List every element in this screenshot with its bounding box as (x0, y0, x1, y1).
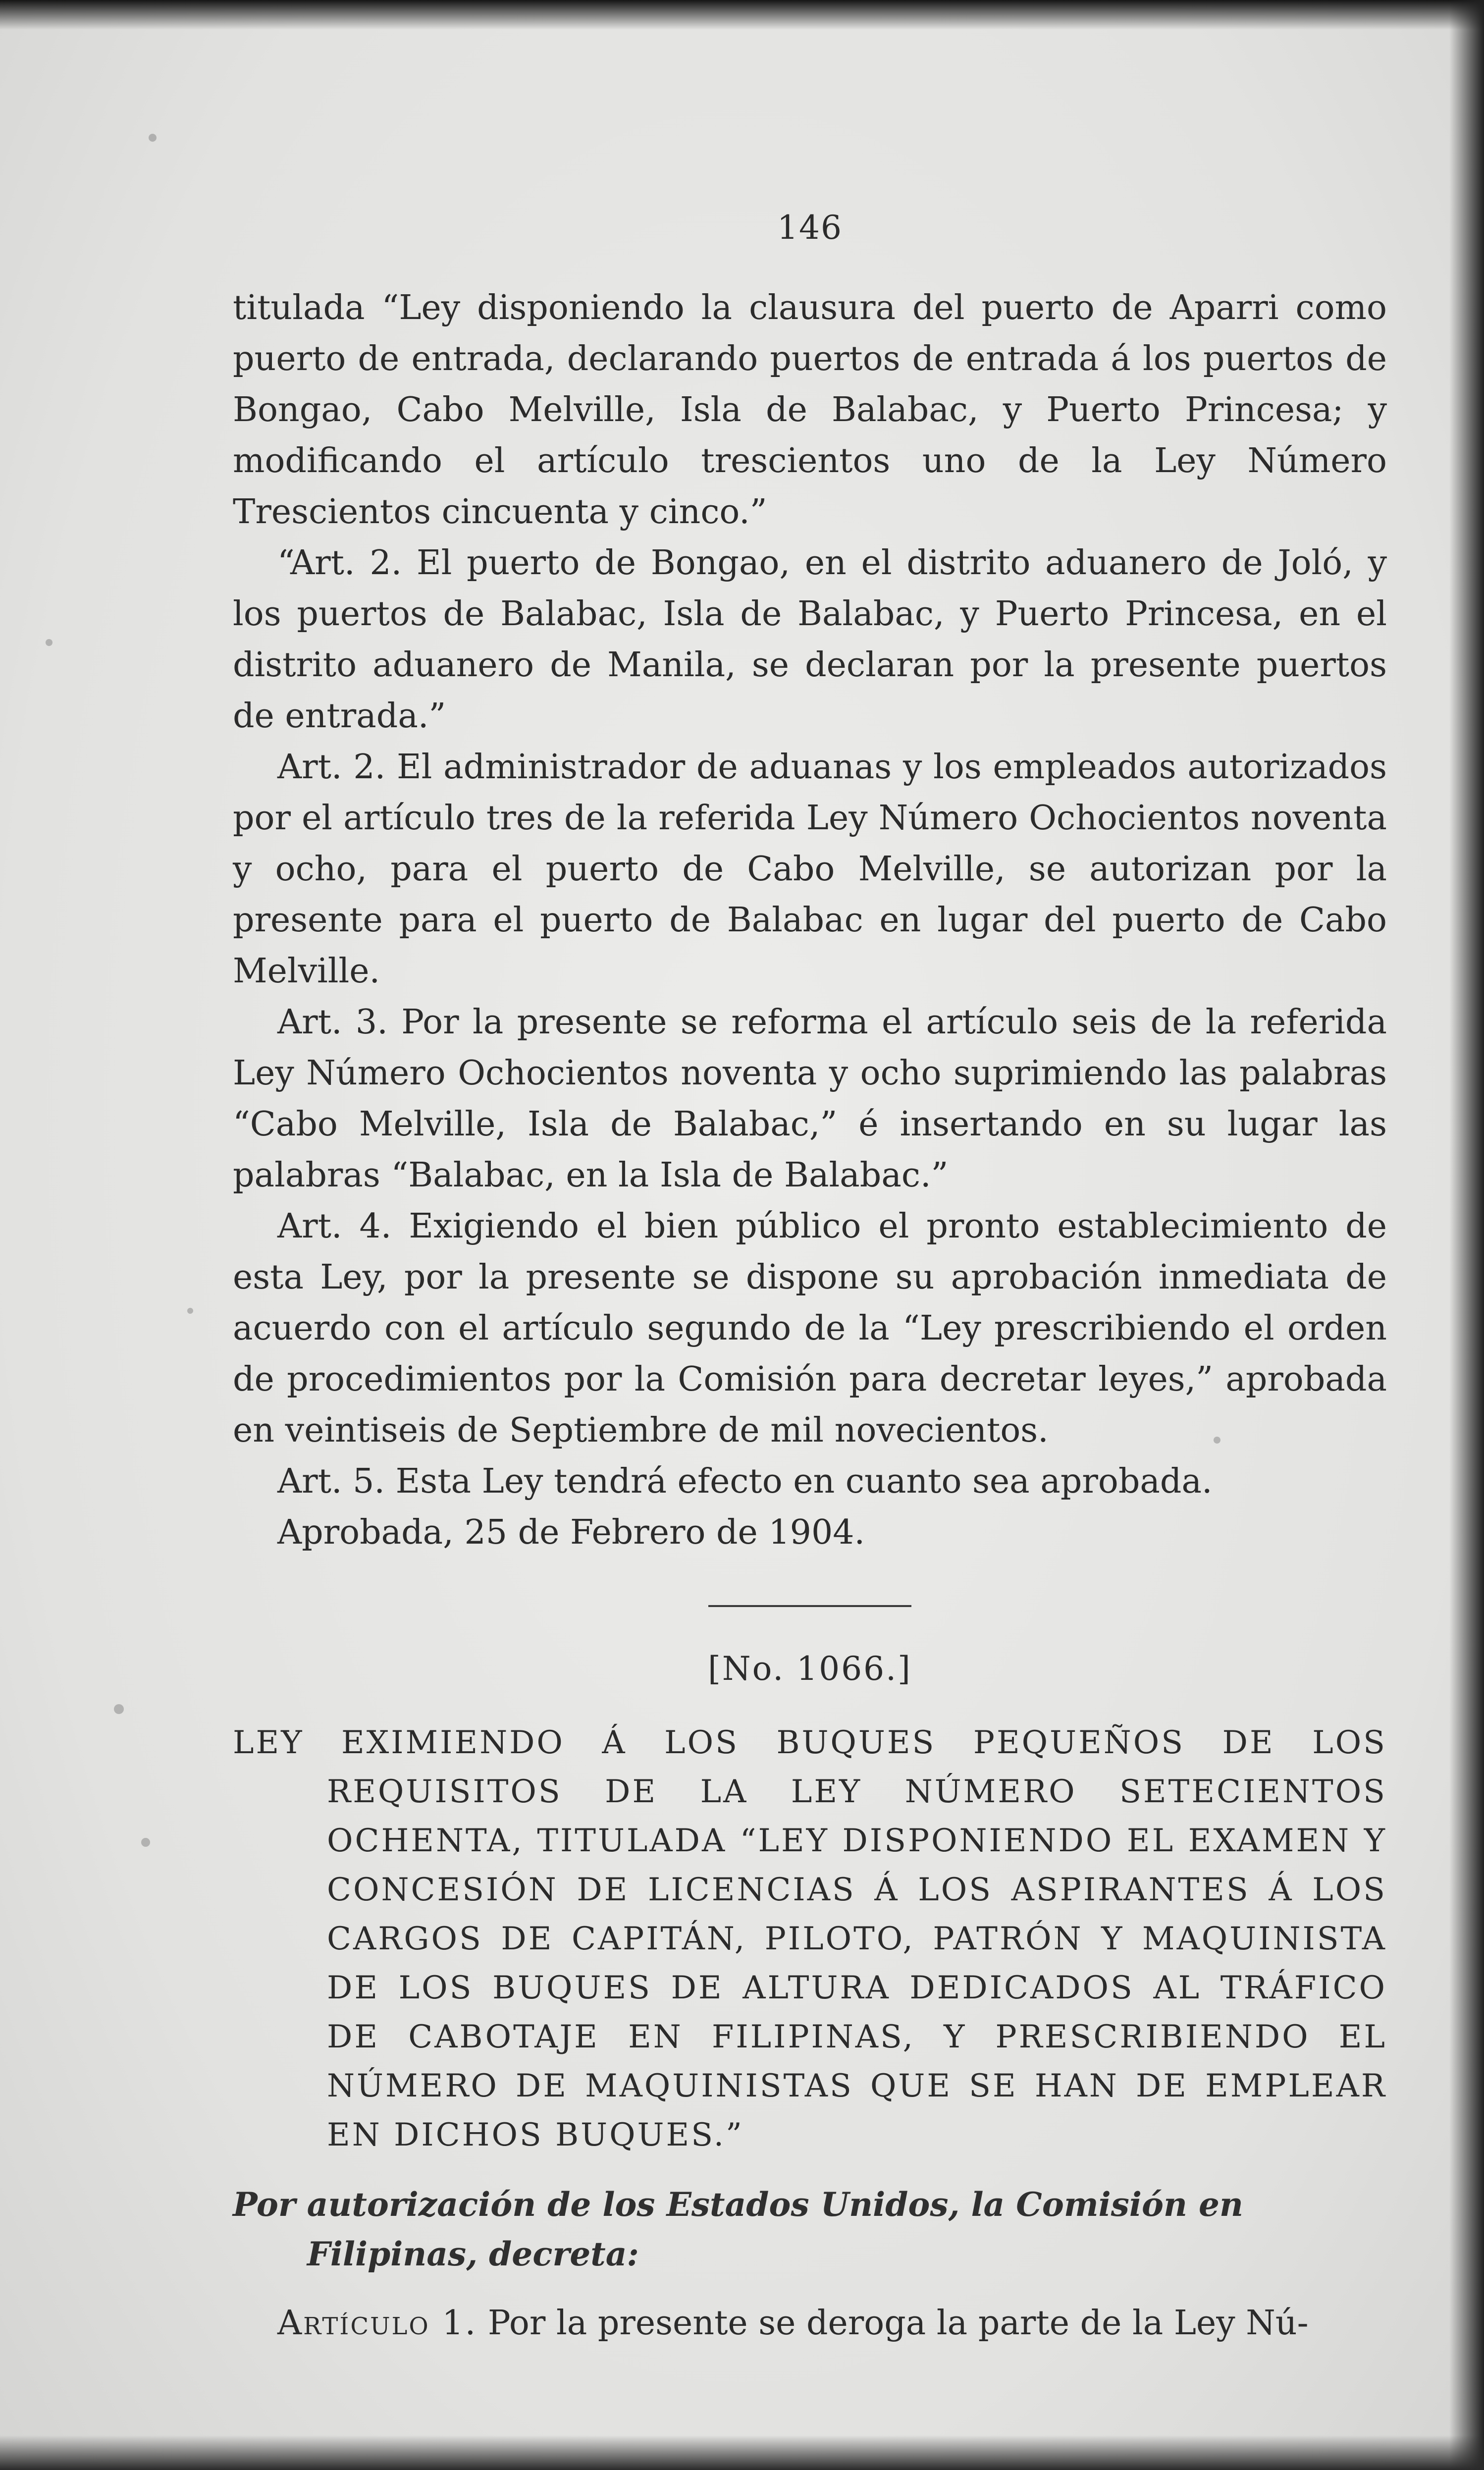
scan-speck (187, 1308, 193, 1314)
enacting-clause: Por autorización de los Estados Unidos, la Comisión en Filipinas, decreta: (233, 2185, 1243, 2273)
paragraph-article-5: Art. 5. Esta Ley tendrá efecto en cuanto sea aprobada. (277, 1462, 1213, 1501)
page-right-edge-shadow (1449, 0, 1484, 2470)
scan-speck (149, 134, 157, 142)
paragraph-article-4: Art. 4. Exigiendo el bien público el pronto establecimiento de esta Ley, por la presente se dispone su aprobación inmediata de acuerdo con el artículo segundo de la “Ley prescribiendo el orden de procedimientos por la Comisión para decretar leyes,” aprobada en veintiseis de Septiembre de mil novecientos. (233, 1207, 1387, 1450)
paragraph-quoted-article-2: “Art. 2. El puerto de Bongao, en el distrito aduanero de Joló, y los puertos de Balabac, Isla de Balabac, y Puerto Princesa, en el distrito aduanero de Manila, se declaran por la presente puertos de entrada.” (233, 543, 1387, 736)
scan-speck (141, 1838, 150, 1847)
law-title: LEY EXIMIENDO Á LOS BUQUES PEQUEÑOS DE LOS REQUISITOS DE LA LEY NÚMERO SETECIENTOS OCHENTA, TITULADA “LEY DISPONIENDO EL EXAMEN Y CONCESIÓN DE LICENCIAS Á LOS ASPIRANTES Á LOS CARGOS DE CAPITÁN, PILOTO, PATRÓN Y MAQUINISTA DE LOS BUQUES DE ALTURA DEDICADOS AL TRÁFICO DE CABOTAJE EN FILIPINAS, Y PRESCRIBIENDO EL NÚMERO DE MAQUINISTAS QUE SE HAN DE EMPLEAR EN DICHOS BUQUES.” (233, 1724, 1387, 2153)
approval-date: Aprobada, 25 de Febrero de 1904. (277, 1513, 865, 1552)
law-number: [No. 1066.] (708, 1650, 912, 1688)
page-top-edge-shadow (0, 0, 1484, 30)
page-text (233, 208, 1387, 2348)
first-article (233, 2299, 1387, 2348)
page-bottom-edge-shadow (0, 2435, 1484, 2470)
paragraph-article-2: Art. 2. El administrador de aduanas y los empleados autorizados por el artículo tres de la referida Ley Número Ochocientos noventa y ocho, para el puerto de Cabo Melville, se autorizan por la presente para el puerto de Balabac en lugar del puerto de Cabo Melville. (233, 748, 1387, 991)
section-divider (708, 1605, 911, 1607)
first-article-text: Por la presente se deroga la parte de la Ley Nú- (487, 2304, 1309, 2343)
first-article-label: Artículo 1. (277, 2304, 477, 2343)
scan-speck (46, 639, 53, 646)
scan-speck (114, 1704, 124, 1714)
page-number: 146 (777, 209, 843, 247)
paragraph-article-3: Art. 3. Por la presente se reforma el artículo seis de la referida Ley Número Ochocientos noventa y ocho suprimiendo las palabras “Cabo Melville, Isla de Balabac,” é insertando en su lugar las palabras “Balabac, en la Isla de Balabac.” (233, 1003, 1387, 1195)
paragraph-continuation: titulada “Ley disponiendo la clausura del puerto de Aparri como puerto de entrada, declarando puertos de entrada á los puertos de Bongao, Cabo Melville, Isla de Balabac, y Puerto Princesa; y modificando el artículo trescientos uno de la Ley Número Trescientos cincuenta y cinco.” (233, 288, 1387, 532)
